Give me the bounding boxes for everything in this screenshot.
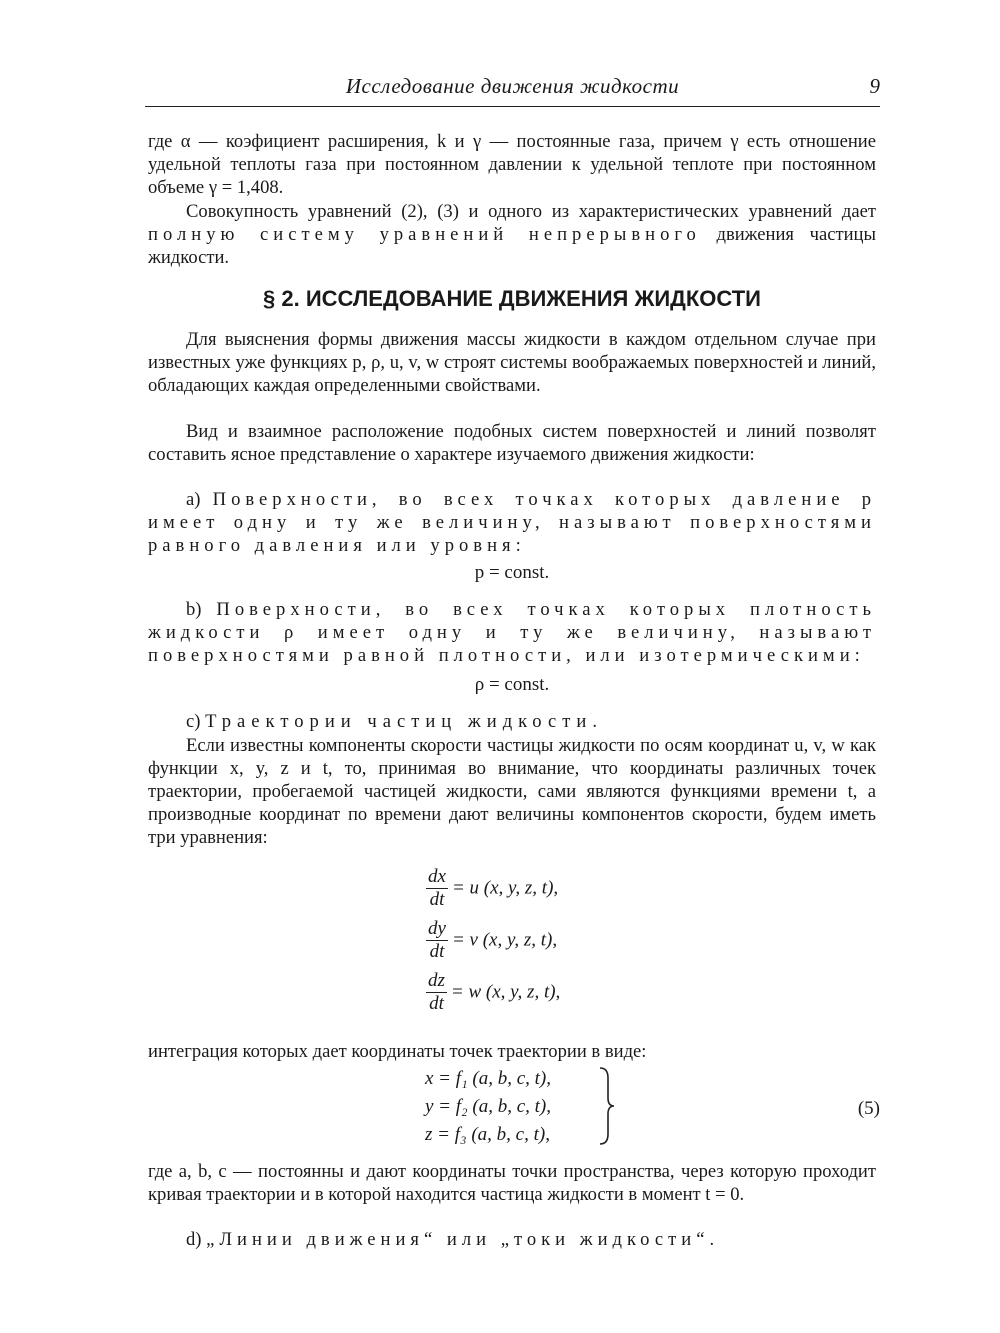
equation-number: (5)	[857, 1098, 880, 1119]
paragraph-constants: где a, b, c — постоянны и дают координаты точки пространства, через которую проходит кривая траектории и в которой находится частица жидкости в момент t = 0.	[148, 1161, 876, 1205]
fraction-dx	[426, 866, 448, 911]
equation-dz-rhs: = w (x, y, z, t),	[450, 981, 561, 1003]
item-d-label: d)	[186, 1229, 202, 1250]
formula-pressure: p = const.	[474, 562, 550, 583]
equation-dx	[426, 866, 558, 911]
right-brace	[598, 1066, 616, 1146]
equation-dz	[426, 970, 560, 1015]
item-d	[148, 1228, 876, 1251]
fraction-dz-num: dz	[428, 970, 445, 991]
item-d-text: „Линии движения“ или „токи жидкости“.	[206, 1229, 720, 1250]
item-c-label: c)	[186, 711, 201, 732]
equation-dy	[426, 918, 557, 963]
fraction-dy	[426, 918, 448, 963]
item-c	[148, 710, 876, 733]
system-y: y = f₂ (a, b, c, t),	[425, 1096, 552, 1117]
header-title: Исследование движения жидкости	[345, 74, 680, 98]
item-a	[148, 488, 876, 557]
page-number: 9	[869, 74, 880, 98]
equation-dy-rhs: = v (x, y, z, t),	[451, 929, 558, 951]
item-a-text: Поверхности, во всех точках которых давление p имеет одну и ту же величину, называют поверхностями равного давления или уровня:	[148, 489, 876, 556]
fraction-dy-den: dt	[429, 941, 445, 962]
section-heading: § 2. ИССЛЕДОВАНИЕ ДВИЖЕНИЯ ЖИДКОСТИ	[263, 286, 761, 311]
item-c-text: Траектории частиц жидкости.	[205, 711, 603, 732]
running-header	[145, 74, 880, 107]
paragraph-arrangement: Вид и взаимное расположение подобных систем поверхностей и линий позволят составить ясное представление о характере изучаемого движения жидкости:	[148, 421, 876, 465]
paragraph-system-start: Совокупность уравнений (2), (3) и одного из характеристических уравнений дает	[186, 201, 876, 222]
paragraph-velocity: Если известны компоненты скорости частицы жидкости по осям координат u, v, w как функции x, y, z и t, то, принимая во внимание, что координаты различных точек траектории, пробегаемой частицей жидкости, сами являются функциями времени t, а производные координат по времени дают величины компонентов скорости, будем иметь три уравнения:	[148, 735, 876, 848]
fraction-dx-num: dx	[428, 866, 446, 887]
paragraph-system-emphasis: полную систему уравнений непрерывного	[148, 224, 701, 245]
paragraph-surfaces: Для выяснения формы движения массы жидкости в каждом отдельном случае при известных уже функциях p, ρ, u, v, w строят системы воображаемых поверхностей и линий, обладающих каждая определенными свойствами.	[148, 329, 876, 396]
fraction-dy-num: dy	[428, 918, 446, 939]
fraction-dz-den: dt	[429, 993, 444, 1014]
formula-density: ρ = const.	[474, 674, 550, 695]
equation-dx-rhs: = u (x, y, z, t),	[451, 877, 559, 899]
system-x: x = f₁ (a, b, c, t),	[425, 1068, 552, 1089]
paragraph-gas-constants: где α — коэфициент расширения, k и γ — постоянные газа, причем γ есть отношение удельной теплоты газа при постоянном давлении к удельной теплоте при постоянном объеме γ = 1,408.	[148, 131, 876, 198]
system-z: z = f₃ (a, b, c, t),	[425, 1124, 550, 1145]
item-a-label: a)	[186, 489, 201, 510]
item-b-label: b)	[186, 599, 202, 620]
item-b	[148, 598, 876, 667]
paragraph-system	[148, 200, 876, 269]
item-b-text: Поверхности, во всех точках которых плотность жидкости ρ имеет одну и ту же величину, называют поверхностями равной плотности, или изотермическими:	[148, 599, 876, 666]
fraction-dz	[426, 970, 447, 1015]
paragraph-system-end: движения частицы жидкости.	[148, 224, 876, 268]
paragraph-integration: интеграция которых дает координаты точек траектории в виде:	[148, 1041, 647, 1062]
fraction-dx-den: dt	[429, 889, 445, 910]
